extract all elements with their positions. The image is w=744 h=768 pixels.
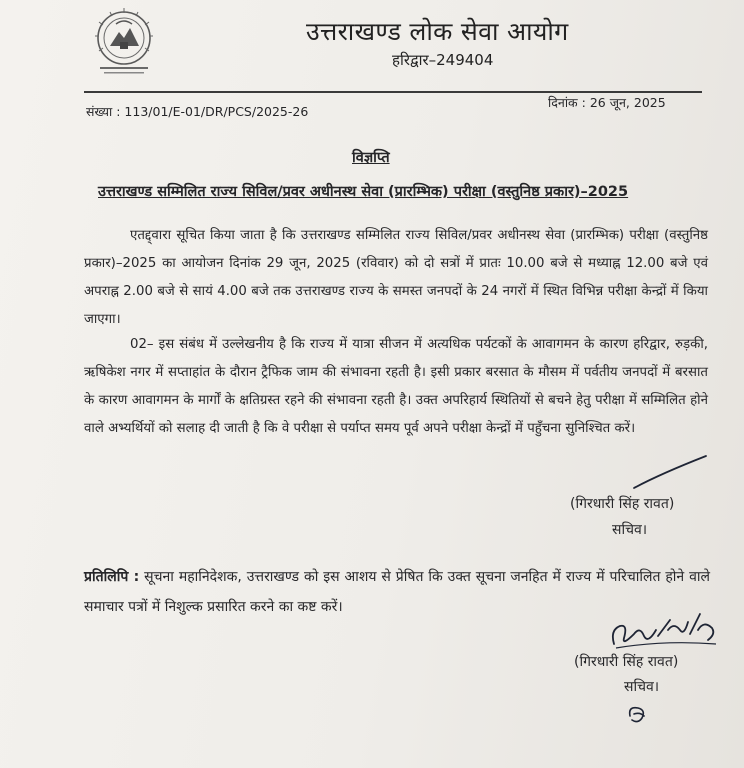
reference-number — [86, 103, 308, 120]
reference-number-value: 113/01/E-01/DR/PCS/2025-26 — [124, 104, 309, 119]
notice-paragraph-2: 02– इस संबंध में उल्लेखनीय है कि राज्य में यात्रा सीजन में अत्यधिक पर्यटकों के आवागमन के कारण हरिद्वार, रुड़की, ऋषिकेश नगर में सप्ताहांत के दौरान ट्रैफिक जाम की संभावना रहती है। इसी प्रकार बरसात के मौसम में पर्वतीय जनपदों में बरसात के कारण आवागमन के मार्गों के क्षतिग्रस्त रहने की संभावना रहती है। उक्त अपरिहार्य स्थितियों से बचने हेतु परीक्षा में सम्मिलित होने वाले अभ्यर्थियों को सलाह दी जाती है कि वे परीक्षा से पर्याप्त समय पूर्व अपने परीक्षा केन्द्रों में पहुँचना सुनिश्चित करें। — [84, 337, 708, 436]
handwritten-initials-icon — [620, 700, 656, 728]
signatory-name: (गिरधारी सिंह रावत) — [570, 496, 675, 512]
organization-address: हरिद्वार–249404 — [392, 51, 494, 69]
notice-title: विज्ञप्ति — [352, 150, 390, 166]
signatory-2-name: (गिरधारी सिंह रावत) — [574, 654, 679, 670]
notice-subject: उत्तराखण्ड सम्मिलित राज्य सिविल/प्रवर अधीनस्थ सेवा (प्रारम्भिक) परीक्षा (वस्तुनिष्ठ प्रकार)–2025 — [98, 184, 629, 200]
copy-to-text: सूचना महानिदेशक, उत्तराखण्ड को इस आशय से प्रेषित कि उक्त सूचना जनहित में राज्य में परिचालित होने वाले समाचार पत्रों में निशुल्क प्रसारित करने का कष्ट करें। — [84, 569, 711, 615]
issue-date-value: 26 जून, 2025 — [589, 95, 666, 110]
organization-name: उत्तराखण्ड लोक सेवा आयोग — [306, 17, 569, 46]
reference-number-label: संख्या : — [86, 104, 121, 119]
issue-date — [548, 94, 666, 111]
issue-date-label: दिनांक : — [548, 95, 586, 110]
notice-paragraph-1: एतद्द्वारा सूचित किया जाता है कि उत्तराखण्ड सम्मिलित राज्य सिविल/प्रवर अधीनस्थ सेवा (प्रारम्भिक) परीक्षा (वस्तुनिष्ठ प्रकार)–2025 का आयोजन दिनांक 29 जून, 2025 (रविवार) को दो सत्रों में प्रातः 10.00 बजे से मध्याह्न 12.00 बजे एवं अपराह्न 2.00 बजे से सायं 4.00 बजे तक उत्तराखण्ड राज्य के समस्त जनपदों के 24 नगरों में स्थित विभिन्न परीक्षा केन्द्रों में किया जाएगा। — [84, 228, 708, 327]
handwritten-signature-icon — [604, 600, 724, 652]
signature-stroke-icon — [630, 452, 710, 492]
commission-emblem-icon — [86, 4, 164, 80]
signatory-designation: सचिव। — [612, 522, 648, 538]
copy-to-label: प्रतिलिपि : — [84, 569, 140, 585]
header-divider — [84, 91, 702, 93]
signatory-2-designation: सचिव। — [624, 679, 660, 695]
